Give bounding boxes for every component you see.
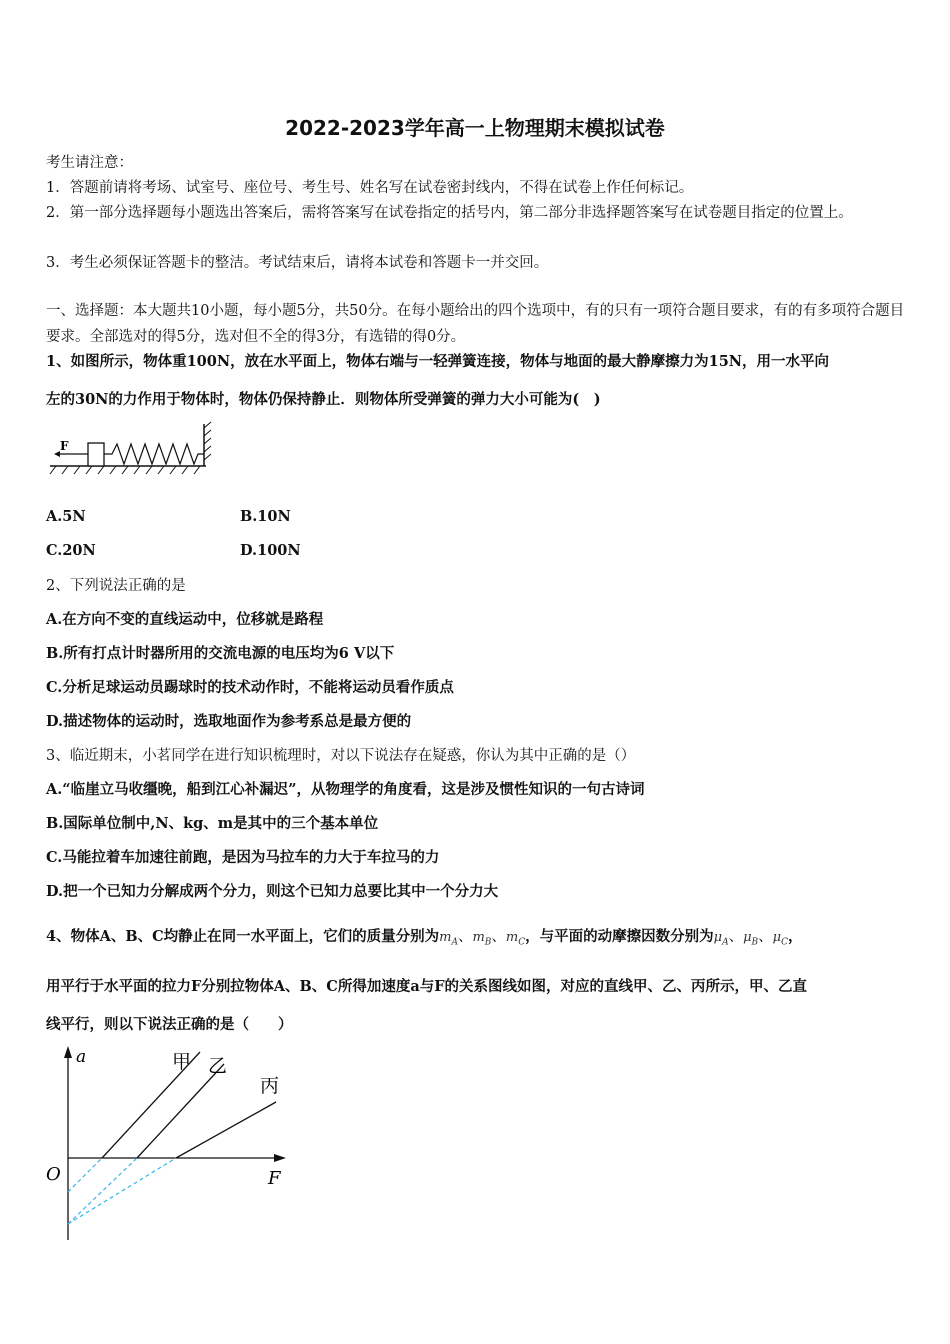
q4-sep-2: 、 xyxy=(491,929,506,945)
q2-option-d[interactable]: D.描述物体的运动时，选取地面作为参考系总是最方便的 xyxy=(46,713,412,730)
mu-b-symbol xyxy=(743,930,759,948)
q4-sep-3: 、 xyxy=(728,929,744,945)
q2-option-b[interactable]: B.所有打点计时器所用的交流电源的电压均为6 V以下 xyxy=(46,645,395,662)
q3-stem: 3、临近期末，小茗同学在进行知识梳理时，对以下说法存在疑惑，你认为其中正确的是（） xyxy=(46,748,636,764)
q1-option-b[interactable]: B.10N xyxy=(240,508,291,525)
q3-option-d[interactable]: D.把一个已知力分解成两个分力，则这个已知力总要比其中一个分力大 xyxy=(46,883,499,900)
q4-stem-part2: ，与平面的动摩擦因数分别为 xyxy=(525,928,714,945)
mu-c-mu: μ xyxy=(772,930,782,945)
mass-a-sub: A xyxy=(451,937,458,948)
mu-b-mu: μ xyxy=(743,930,752,945)
q4-stem-line3: 线平行，则以下说法正确的是（ ） xyxy=(46,1016,293,1033)
mu-c-sub: C xyxy=(781,937,789,948)
mu-c-symbol xyxy=(772,930,789,948)
mass-c-sub: C xyxy=(518,937,526,948)
mu-b-sub: B xyxy=(751,937,759,948)
section-heading: 一、选择题：本大题共10小题，每小题5分，共50分。在每小题给出的四个选项中，有的只有一项符合题目要求，有的有多项符合题目要求。全部选对的得5分，选对但不全的得3分，有选错的得0分。 xyxy=(46,303,905,345)
q1-stem-text-1: 1、如图所示，物体重100N，放在水平面上，物体右端与一轻弹簧连接，物体与地面的最大静摩擦力为15N，用一水平向 xyxy=(46,353,830,370)
notice-item-2: 2．第一部分选择题每小题选出答案后，需将答案写在试卷指定的括号内，第二部分非选择题答案写在试卷题目指定的位置上。 xyxy=(46,205,853,221)
q1-option-d[interactable]: D.100N xyxy=(240,542,301,559)
notice-heading: 考生请注意： xyxy=(46,155,133,171)
q4-sep-4: 、 xyxy=(758,929,773,945)
notice-item-3: 3．考生必须保证答题卡的整洁。考试结束后，请将本试卷和答题卡一并交回。 xyxy=(46,255,549,271)
q2-option-a[interactable]: A.在方向不变的直线运动中，位移就是路程 xyxy=(46,611,324,628)
q1-stem-line1 xyxy=(46,352,829,372)
line-jia-label: 甲 xyxy=(172,1051,192,1073)
q4-stem-tail: ， xyxy=(788,928,803,945)
mass-b-sub: B xyxy=(484,937,492,948)
q1-option-c[interactable]: C.20N xyxy=(46,542,96,559)
q1-stem-line2 xyxy=(46,390,601,410)
mass-b-m: m xyxy=(472,930,485,945)
x-axis-label: F xyxy=(268,1168,281,1189)
mu-a-mu: μ xyxy=(713,930,723,945)
mass-b-symbol xyxy=(472,930,492,948)
q2-option-c[interactable]: C.分析足球运动员踢球时的技术动作时，不能将运动员看作质点 xyxy=(46,679,454,696)
mass-a-symbol xyxy=(439,930,458,948)
line-yi-label: 乙 xyxy=(208,1055,228,1077)
q1-stem-text-2: 左的30N的力作用于物体时，物体仍保持静止．则物体所受弹簧的弹力大小可能为( ) xyxy=(46,391,601,408)
q4-stem-part1: 4、物体A、B、C均静止在同一水平面上，它们的质量分别为 xyxy=(46,928,440,945)
line-bing-label: 丙 xyxy=(260,1075,280,1097)
q2-stem: 2、下列说法正确的是 xyxy=(46,578,186,594)
force-label-f: F xyxy=(60,439,69,453)
origin-label: O xyxy=(46,1164,61,1185)
mu-a-sub: A xyxy=(722,937,729,948)
mass-c-symbol xyxy=(505,930,526,948)
q1-option-a[interactable]: A.5N xyxy=(46,508,86,525)
mass-a-m: m xyxy=(439,930,452,945)
q3-option-b[interactable]: B.国际单位制中,N、kg、m是其中的三个基本单位 xyxy=(46,815,379,832)
spring-block-figure xyxy=(46,420,216,480)
y-axis-label: a xyxy=(76,1047,87,1067)
notice-item-1: 1．答题前请将考场、试室号、座位号、考生号、姓名写在试卷密封线内，不得在试卷上作任何标记。 xyxy=(46,180,694,196)
q4-stem-line1 xyxy=(46,927,803,953)
q3-option-a[interactable]: A.“临崖立马收缰晚，船到江心补漏迟”，从物理学的角度看，这是涉及惯性知识的一句古诗词 xyxy=(46,781,645,798)
q4-sep-1: 、 xyxy=(457,929,473,945)
page-title: 2022-2023学年高一上物理期末模拟试卷 xyxy=(285,116,665,140)
q4-stem-line2: 用平行于水平面的拉力F分别拉物体A、B、C所得加速度a与F的关系图线如图，对应的直线甲、乙、丙所示，甲、乙直 xyxy=(46,978,808,995)
a-f-graph xyxy=(40,1042,300,1247)
mass-c-m: m xyxy=(505,930,519,945)
q3-option-c[interactable]: C.马能拉着车加速往前跑，是因为马拉车的力大于车拉马的力 xyxy=(46,849,440,866)
mu-a-symbol xyxy=(713,930,729,948)
